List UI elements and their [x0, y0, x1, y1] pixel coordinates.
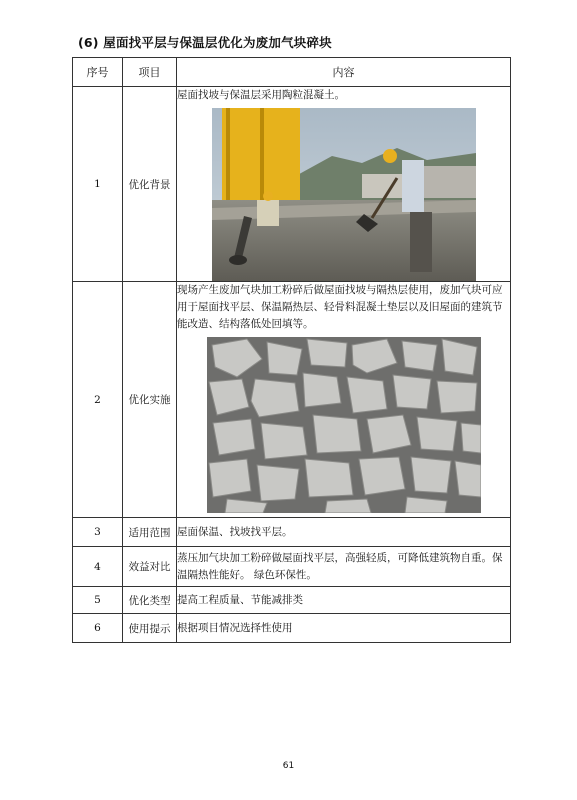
- aerated-block-rubble-photo: [207, 337, 481, 513]
- section-title: (6) 屋面找平层与保温层优化为废加气块碎块: [78, 35, 332, 50]
- row-number: 6: [73, 614, 123, 643]
- row-item: 优化实施: [123, 282, 177, 518]
- row-content: 根据项目情况选择性使用: [177, 614, 511, 643]
- row-number: 1: [73, 87, 123, 282]
- header-item: 项目: [123, 58, 177, 87]
- row-number: 5: [73, 587, 123, 614]
- row-content-text: 现场产生废加气块加工粉碎后做屋面找坡与隔热层使用，废加气块可应用于屋面找平层、保温隔热层、轻骨料混凝土垫层以及旧屋面的建筑节能改造、结构落低处回填等。: [177, 284, 503, 330]
- row-content: 屋面保温、找坡找平层。: [177, 518, 511, 547]
- row-item: 适用范围: [123, 518, 177, 547]
- row-number: 2: [73, 282, 123, 518]
- row-content: 蒸压加气块加工粉碎做屋面找平层，高强轻质，可降低建筑物自重。保温隔热性能好。 绿色环保性。: [177, 547, 511, 587]
- header-content: 内容: [177, 58, 511, 87]
- row-number: 4: [73, 547, 123, 587]
- page-number: 61: [282, 761, 295, 771]
- row-number: 3: [73, 518, 123, 547]
- table-row: [73, 282, 511, 518]
- optimization-table: [72, 57, 511, 643]
- row-item: 效益对比: [123, 547, 177, 587]
- table-row: [73, 547, 511, 587]
- table-header-row: [73, 58, 511, 87]
- row-content: [177, 87, 511, 282]
- row-item: 优化类型: [123, 587, 177, 614]
- row-content: [177, 282, 511, 518]
- table-row: [73, 87, 511, 282]
- table-row: [73, 587, 511, 614]
- row-content: 提高工程质量、节能减排类: [177, 587, 511, 614]
- row-item: 优化背景: [123, 87, 177, 282]
- row-item: 使用提示: [123, 614, 177, 643]
- table-row: [73, 614, 511, 643]
- row-content-text: 屋面找坡与保温层采用陶粒混凝土。: [177, 89, 345, 101]
- table-row: [73, 518, 511, 547]
- construction-workers-photo: [212, 108, 476, 281]
- header-no: 序号: [73, 58, 123, 87]
